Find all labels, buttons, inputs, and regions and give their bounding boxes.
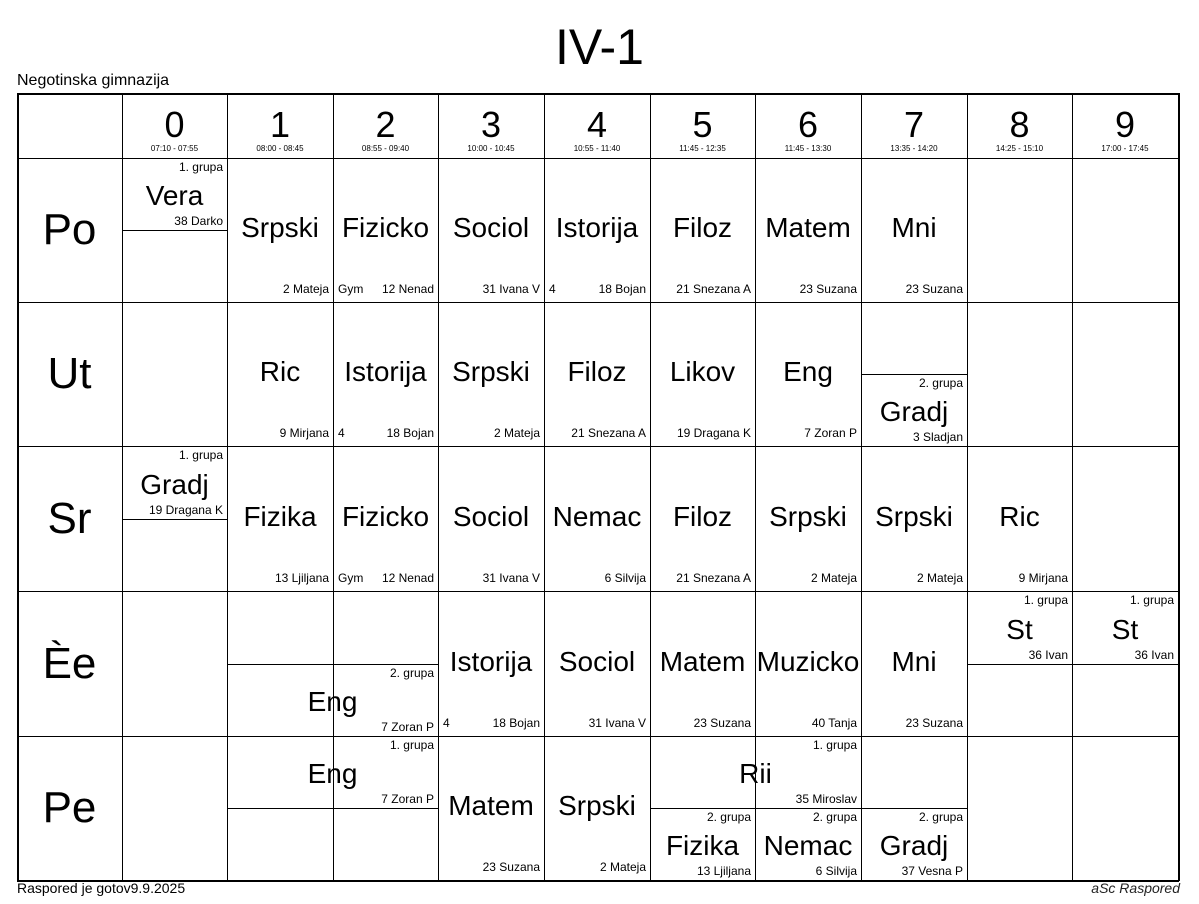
group-divider bbox=[227, 808, 439, 809]
lesson-teacher: 37 Vesna P bbox=[901, 864, 963, 878]
lesson-teacher: 35 Miroslav bbox=[795, 792, 857, 806]
period-time: 08:55 - 09:40 bbox=[361, 144, 410, 153]
lesson-subject: Matem bbox=[765, 212, 851, 243]
day-label: Sr bbox=[47, 493, 92, 543]
lesson-cell bbox=[755, 158, 861, 302]
lesson-teacher: 3 Sladjan bbox=[912, 430, 963, 444]
day-label: Èe bbox=[42, 638, 97, 688]
lesson-cell bbox=[861, 446, 967, 591]
lesson-cell bbox=[438, 736, 544, 880]
period-number: 2 bbox=[375, 104, 396, 145]
lesson-group: 1. grupa bbox=[1023, 593, 1068, 607]
lesson-teacher: 2 Mateja bbox=[282, 282, 329, 296]
period-number: 5 bbox=[692, 104, 713, 145]
period-column-divider bbox=[1072, 93, 1073, 881]
lesson-teacher: 23 Suzana bbox=[905, 282, 963, 296]
lesson-subject: Vera bbox=[145, 180, 204, 211]
period-number: 9 bbox=[1114, 104, 1136, 145]
lesson-subject: Ric bbox=[259, 356, 301, 387]
lesson-cell bbox=[227, 446, 333, 591]
grid-border-bottom bbox=[17, 881, 1179, 882]
lesson-cell bbox=[650, 736, 861, 808]
lesson-cell bbox=[967, 591, 1072, 664]
lesson-subject: Matem bbox=[659, 645, 746, 677]
lesson-cell bbox=[438, 591, 544, 736]
lesson-room: 4 bbox=[443, 716, 450, 730]
group-divider bbox=[967, 664, 1073, 665]
school-name: Negotinska gimnazija bbox=[17, 72, 170, 89]
lesson-cell bbox=[650, 158, 755, 302]
lesson-cell bbox=[1072, 591, 1178, 664]
lesson-teacher: 2 Mateja bbox=[810, 571, 857, 585]
period-time: 11:45 - 12:35 bbox=[679, 144, 726, 153]
lesson-room: 4 bbox=[338, 426, 345, 440]
group-divider bbox=[1072, 664, 1179, 665]
lesson-cell bbox=[333, 446, 438, 591]
period-number: 8 bbox=[1009, 104, 1030, 145]
lesson-cell bbox=[227, 664, 438, 736]
lesson-teacher: 23 Suzana bbox=[482, 860, 540, 874]
lesson-teacher: 18 Bojan bbox=[386, 426, 434, 440]
lesson-subject: Eng bbox=[783, 356, 833, 387]
lesson-subject: Fizika bbox=[665, 830, 740, 861]
lesson-teacher: 36 Ivan bbox=[1028, 648, 1068, 662]
lesson-subject: Srpski bbox=[875, 500, 953, 532]
lesson-cell bbox=[438, 302, 544, 446]
lesson-teacher: 2 Mateja bbox=[599, 860, 646, 874]
lesson-cell bbox=[544, 591, 650, 736]
footer-brand: aSc Raspored bbox=[1091, 880, 1180, 896]
period-number: 3 bbox=[480, 104, 502, 145]
lesson-teacher: 9 Mirjana bbox=[279, 426, 329, 440]
lesson-subject: Ric bbox=[999, 500, 1040, 532]
lesson-cell bbox=[861, 374, 967, 446]
lesson-teacher: 23 Suzana bbox=[693, 716, 751, 730]
lesson-subject: Eng bbox=[307, 686, 358, 717]
lesson-cell bbox=[861, 808, 967, 880]
lesson-teacher: 31 Ivana V bbox=[588, 716, 646, 730]
lesson-subject: Srpski bbox=[558, 790, 636, 821]
lesson-subject: Filoz bbox=[567, 356, 627, 387]
lesson-subject: Muzicko bbox=[756, 645, 860, 677]
lesson-teacher: 7 Zoran P bbox=[804, 426, 857, 440]
day-label: Ut bbox=[47, 349, 92, 398]
lesson-teacher: 38 Darko bbox=[174, 214, 223, 228]
lesson-subject: Fizicko bbox=[341, 500, 430, 532]
lesson-teacher: 9 Mirjana bbox=[1018, 571, 1068, 585]
lesson-subject: Gradj bbox=[140, 468, 209, 500]
lesson-cell bbox=[861, 591, 967, 736]
lesson-teacher: 12 Nenad bbox=[381, 571, 434, 585]
lesson-subject: Sociol bbox=[452, 500, 530, 532]
lesson-cell bbox=[438, 158, 544, 302]
lesson-teacher: 13 Ljiljana bbox=[274, 571, 329, 585]
day-label: Pe bbox=[42, 783, 97, 832]
period-time: 07:10 - 07:55 bbox=[150, 144, 199, 153]
lesson-teacher: 23 Suzana bbox=[905, 716, 963, 730]
lesson-subject: Eng bbox=[307, 758, 358, 789]
lesson-teacher: 2 Mateja bbox=[493, 426, 540, 440]
lesson-cell bbox=[227, 158, 333, 302]
lesson-subject: Filoz bbox=[672, 500, 733, 532]
group-divider bbox=[122, 519, 228, 520]
lesson-cell bbox=[122, 446, 227, 519]
lesson-cell bbox=[544, 302, 650, 446]
lesson-subject: Nemac bbox=[763, 830, 853, 861]
lesson-group: 2. grupa bbox=[706, 810, 751, 824]
lesson-cell bbox=[227, 736, 438, 808]
period-time: 13:35 - 14:20 bbox=[890, 144, 938, 153]
lesson-cell bbox=[650, 591, 755, 736]
lesson-subject: Istorija bbox=[555, 212, 639, 243]
lesson-subject: St bbox=[1006, 613, 1033, 645]
lesson-subject: Sociol bbox=[558, 645, 636, 677]
period-number: 1 bbox=[269, 104, 291, 145]
lesson-teacher: 18 Bojan bbox=[598, 282, 646, 296]
lesson-subject: Fizika bbox=[243, 500, 317, 532]
lesson-cell bbox=[755, 302, 861, 446]
lesson-teacher: 7 Zoran P bbox=[381, 792, 434, 806]
lesson-subject: Mni bbox=[891, 212, 937, 243]
lesson-room: Gym bbox=[338, 571, 364, 585]
lesson-cell bbox=[650, 446, 755, 591]
lesson-teacher: 40 Tanja bbox=[811, 716, 857, 730]
timetable-title: IV-1 bbox=[555, 19, 644, 75]
lesson-subject: Matem bbox=[448, 790, 534, 821]
lesson-subject: Mni bbox=[891, 645, 937, 677]
lesson-teacher: 19 Dragana K bbox=[676, 426, 751, 440]
lesson-subject: Fizicko bbox=[341, 212, 430, 243]
lesson-room: Gym bbox=[338, 282, 364, 296]
lesson-cell bbox=[755, 808, 861, 880]
period-time: 11:45 - 13:30 bbox=[784, 144, 832, 153]
lesson-cell bbox=[333, 302, 438, 446]
lesson-cell bbox=[861, 158, 967, 302]
lesson-subject: Istorija bbox=[344, 356, 427, 387]
lesson-teacher: 21 Snezana A bbox=[676, 282, 751, 296]
lesson-cell bbox=[544, 446, 650, 591]
lesson-teacher: 36 Ivan bbox=[1134, 648, 1174, 662]
lesson-cell bbox=[438, 446, 544, 591]
lesson-subject: Istorija bbox=[449, 645, 533, 677]
lesson-teacher: 13 Ljiljana bbox=[696, 864, 751, 878]
lesson-subject: Srpski bbox=[769, 500, 847, 532]
lesson-teacher: 18 Bojan bbox=[492, 716, 540, 730]
lesson-cell bbox=[967, 446, 1072, 591]
day-label: Po bbox=[42, 205, 97, 254]
lesson-teacher: 21 Snezana A bbox=[571, 426, 646, 440]
period-time: 10:55 - 11:40 bbox=[573, 144, 621, 153]
period-time: 17:00 - 17:45 bbox=[1101, 144, 1149, 153]
lesson-teacher: 21 Snezana A bbox=[676, 571, 751, 585]
period-number: 0 bbox=[164, 104, 185, 145]
lesson-teacher: 19 Dragana K bbox=[148, 503, 223, 517]
lesson-cell bbox=[650, 302, 755, 446]
grid-border-top bbox=[17, 94, 1179, 95]
lesson-subject: Nemac bbox=[552, 500, 642, 532]
lesson-subject: Sociol bbox=[452, 212, 530, 243]
lesson-cell bbox=[755, 591, 861, 736]
lesson-subject: St bbox=[1111, 613, 1139, 645]
period-number: 7 bbox=[903, 104, 925, 145]
lesson-group: 1. grupa bbox=[1129, 593, 1174, 607]
lesson-room: 4 bbox=[549, 282, 556, 296]
period-number: 6 bbox=[797, 104, 819, 145]
lesson-group: 1. grupa bbox=[178, 160, 223, 174]
lesson-teacher: 2 Mateja bbox=[916, 571, 963, 585]
lesson-cell bbox=[544, 736, 650, 880]
lesson-subject: Srpski bbox=[452, 356, 530, 387]
lesson-cell bbox=[650, 808, 755, 880]
lesson-group: 2. grupa bbox=[918, 376, 963, 390]
lesson-teacher: 31 Ivana V bbox=[482, 282, 540, 296]
lesson-subject: Srpski bbox=[241, 212, 319, 243]
lesson-group: 1. grupa bbox=[178, 448, 223, 462]
lesson-subject: Filoz bbox=[672, 212, 733, 243]
lesson-teacher: 6 Silvija bbox=[604, 571, 646, 585]
grid-border-right bbox=[1179, 93, 1180, 881]
lesson-subject: Gradj bbox=[879, 830, 949, 861]
lesson-cell bbox=[227, 302, 333, 446]
group-divider bbox=[122, 230, 228, 231]
lesson-teacher: 23 Suzana bbox=[799, 282, 857, 296]
period-number: 4 bbox=[586, 104, 608, 145]
lesson-group: 2. grupa bbox=[918, 810, 963, 824]
footer-generated-date: Raspored je gotov9.9.2025 bbox=[17, 880, 186, 896]
lesson-teacher: 6 Silvija bbox=[815, 864, 857, 878]
lesson-teacher: 31 Ivana V bbox=[482, 571, 540, 585]
period-time: 10:00 - 10:45 bbox=[467, 144, 515, 153]
lesson-group: 2. grupa bbox=[389, 666, 434, 680]
lesson-teacher: 7 Zoran P bbox=[381, 720, 434, 734]
lesson-cell bbox=[122, 158, 227, 230]
period-time: 14:25 - 15:10 bbox=[995, 144, 1044, 153]
lesson-subject: Gradj bbox=[879, 396, 949, 427]
lesson-cell bbox=[544, 158, 650, 302]
lesson-group: 2. grupa bbox=[812, 810, 857, 824]
lesson-group: 1. grupa bbox=[812, 738, 857, 752]
group-divider bbox=[861, 808, 968, 809]
lesson-cell bbox=[755, 446, 861, 591]
lesson-teacher: 12 Nenad bbox=[381, 282, 434, 296]
lesson-subject: Rii bbox=[739, 758, 772, 789]
lesson-cell bbox=[333, 158, 438, 302]
lesson-subject: Likov bbox=[669, 356, 736, 387]
lesson-group: 1. grupa bbox=[389, 738, 434, 752]
period-time: 08:00 - 08:45 bbox=[256, 144, 304, 153]
